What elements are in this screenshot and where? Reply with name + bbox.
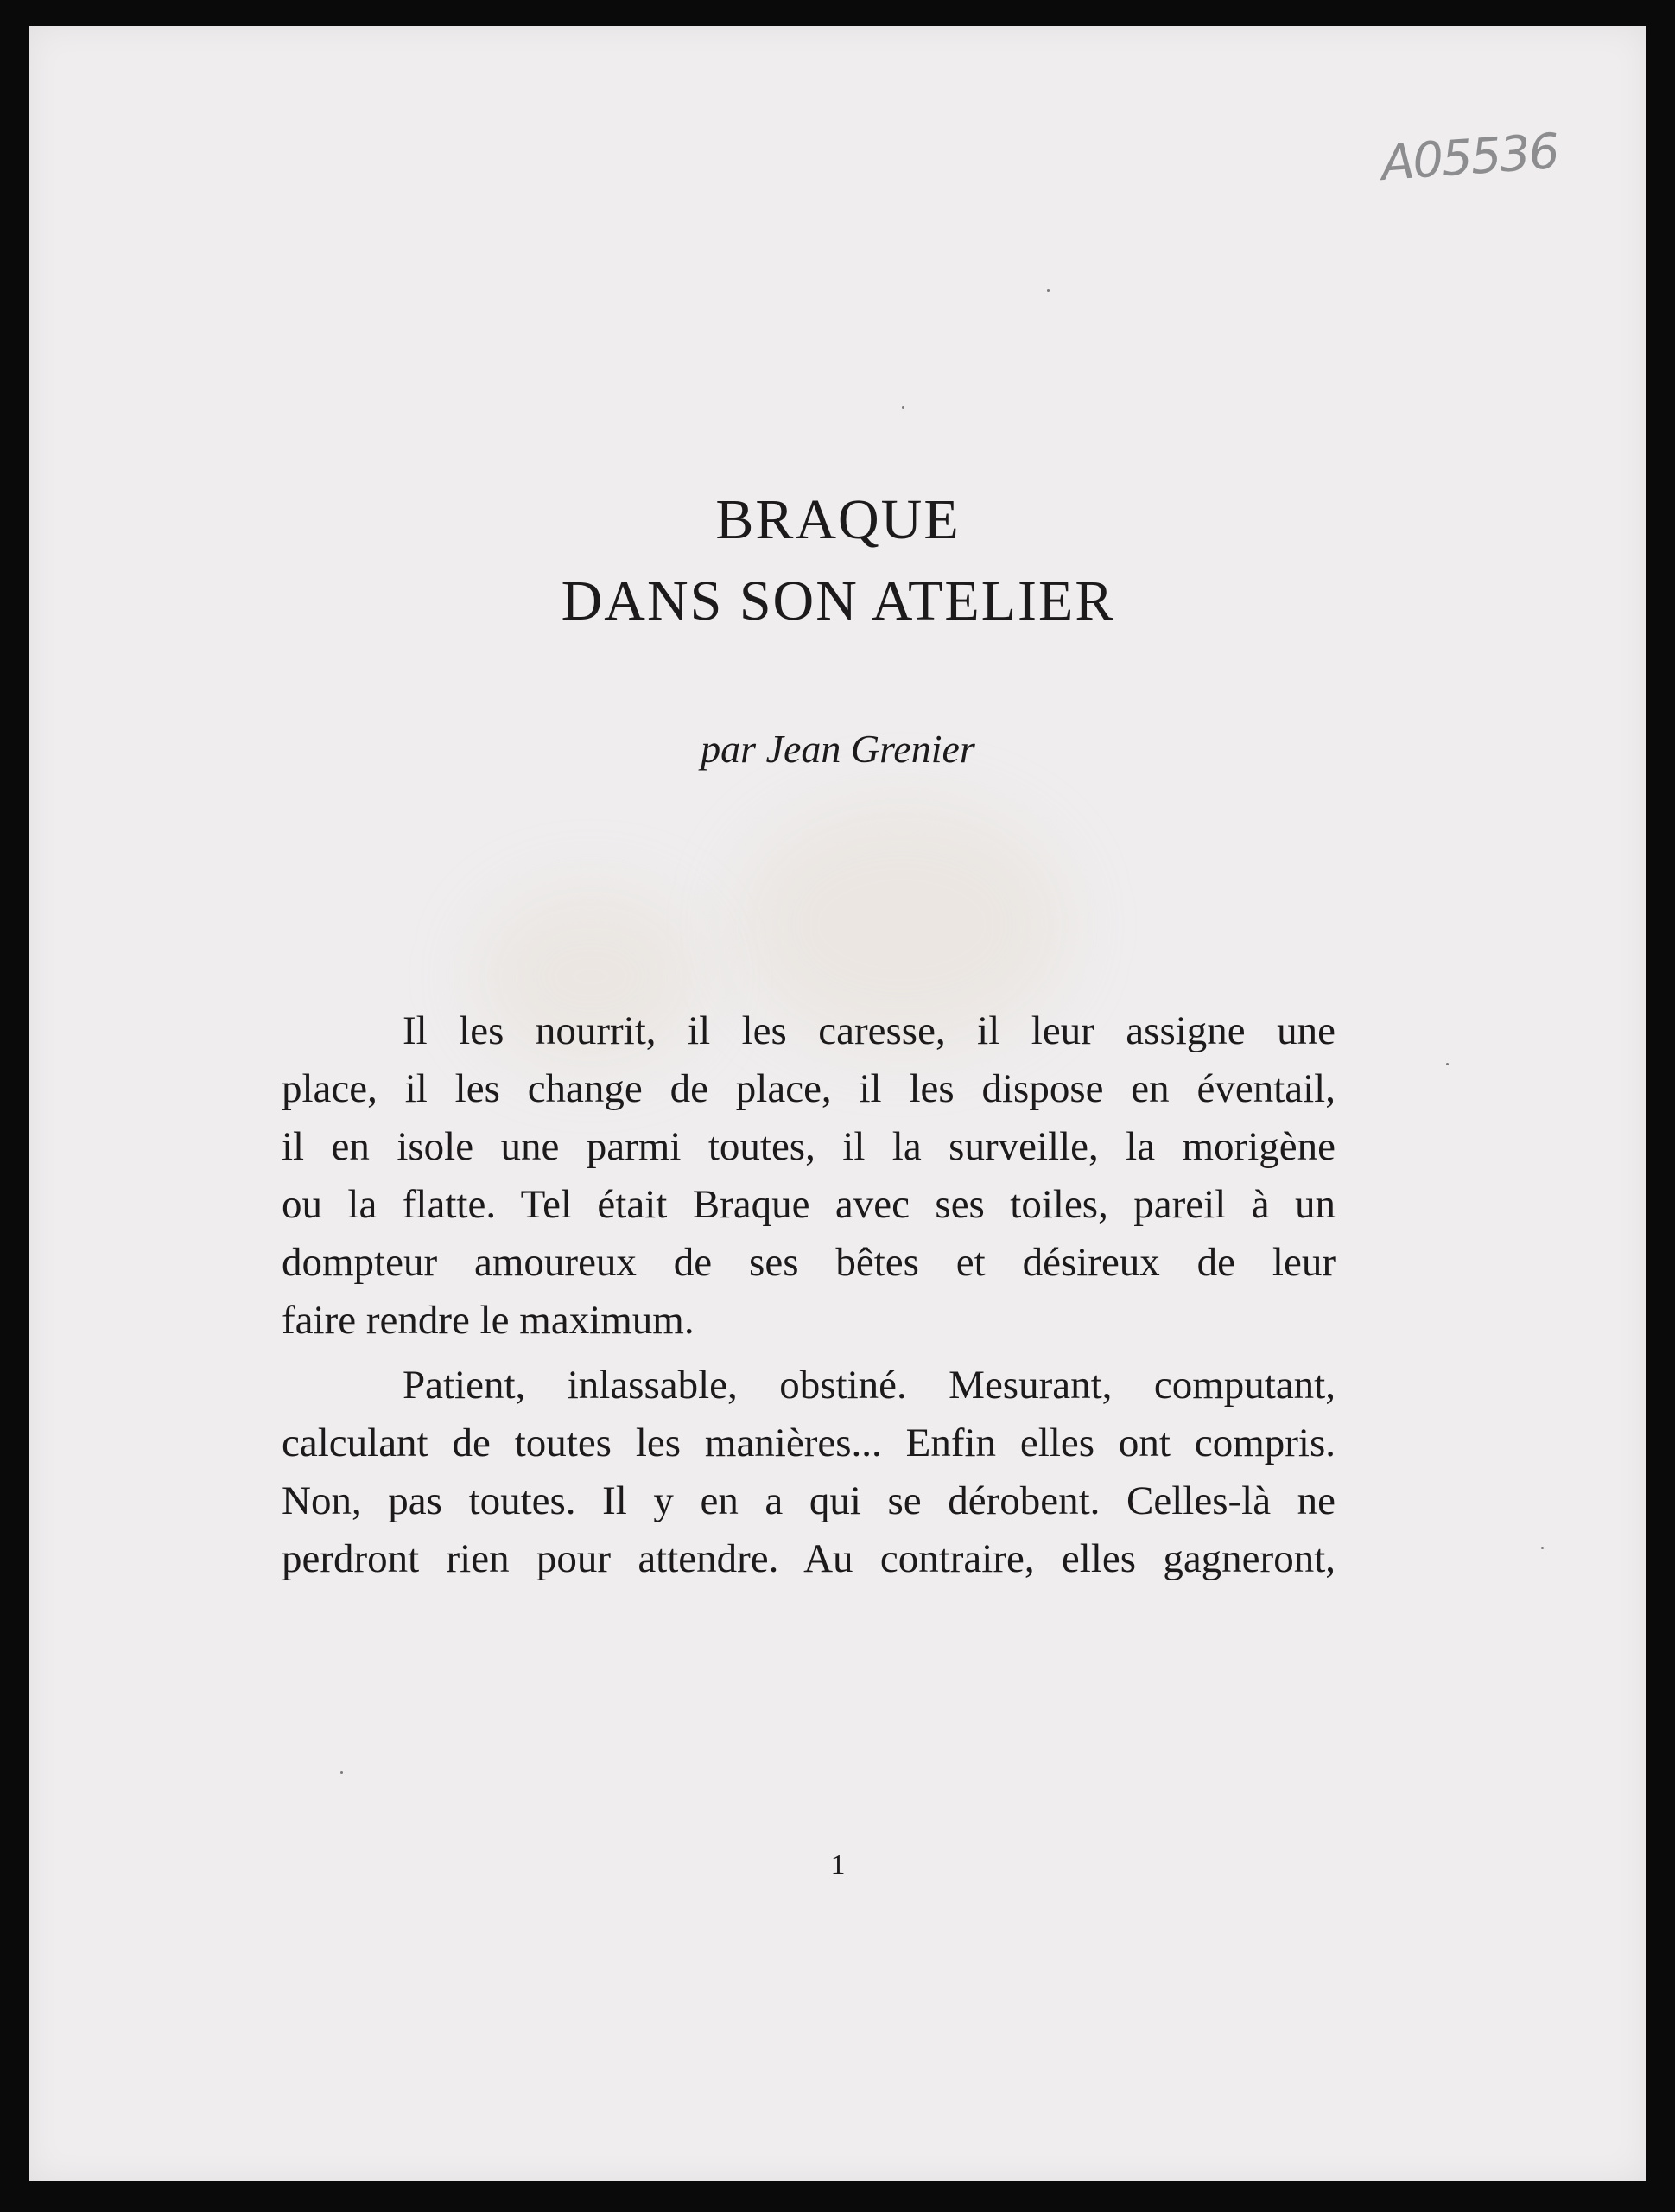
paper-speck [1541,1547,1544,1549]
text-line: faire rendre le maximum. [282,1298,695,1343]
paragraph-2 [282,1357,1336,1588]
paper-speck [1446,1063,1449,1065]
text-line: perdront rien pour attendre. Au contraire, elles gagneront, [282,1536,1336,1581]
text-line: place, il les change de place, il les dispose en éventail, [282,1066,1336,1111]
text-line: dompteur amoureux de ses bêtes et désireux de leur [282,1240,1336,1285]
paper-speck [902,406,904,409]
title-line-2: DANS SON ATELIER [561,569,1115,632]
archive-number-handwritten: A05536 [1379,123,1560,193]
title-line-1: BRAQUE [715,488,961,551]
page-title [29,480,1646,642]
document-page [29,26,1646,2181]
paper-speck [340,1771,343,1774]
paper-speck [1047,289,1050,292]
page-number: 1 [830,1849,846,1881]
author-byline: par Jean Grenier [701,727,975,771]
body-text [282,1002,1336,1588]
text-line: Non, pas toutes. Il y en a qui se dérobent. Celles-là ne [282,1478,1336,1523]
text-line: Il les nourrit, il les caresse, il leur assigne une [403,1008,1336,1053]
text-line: Patient, inlassable, obstiné. Mesurant, computant, [403,1363,1336,1408]
text-line: il en isole une parmi toutes, il la surveille, la morigène [282,1124,1336,1169]
text-line: calculant de toutes les manières... Enfin elles ont compris. [282,1421,1336,1465]
text-line: ou la flatte. Tel était Braque avec ses toiles, pareil à un [282,1182,1336,1227]
paragraph-1 [282,1002,1336,1350]
